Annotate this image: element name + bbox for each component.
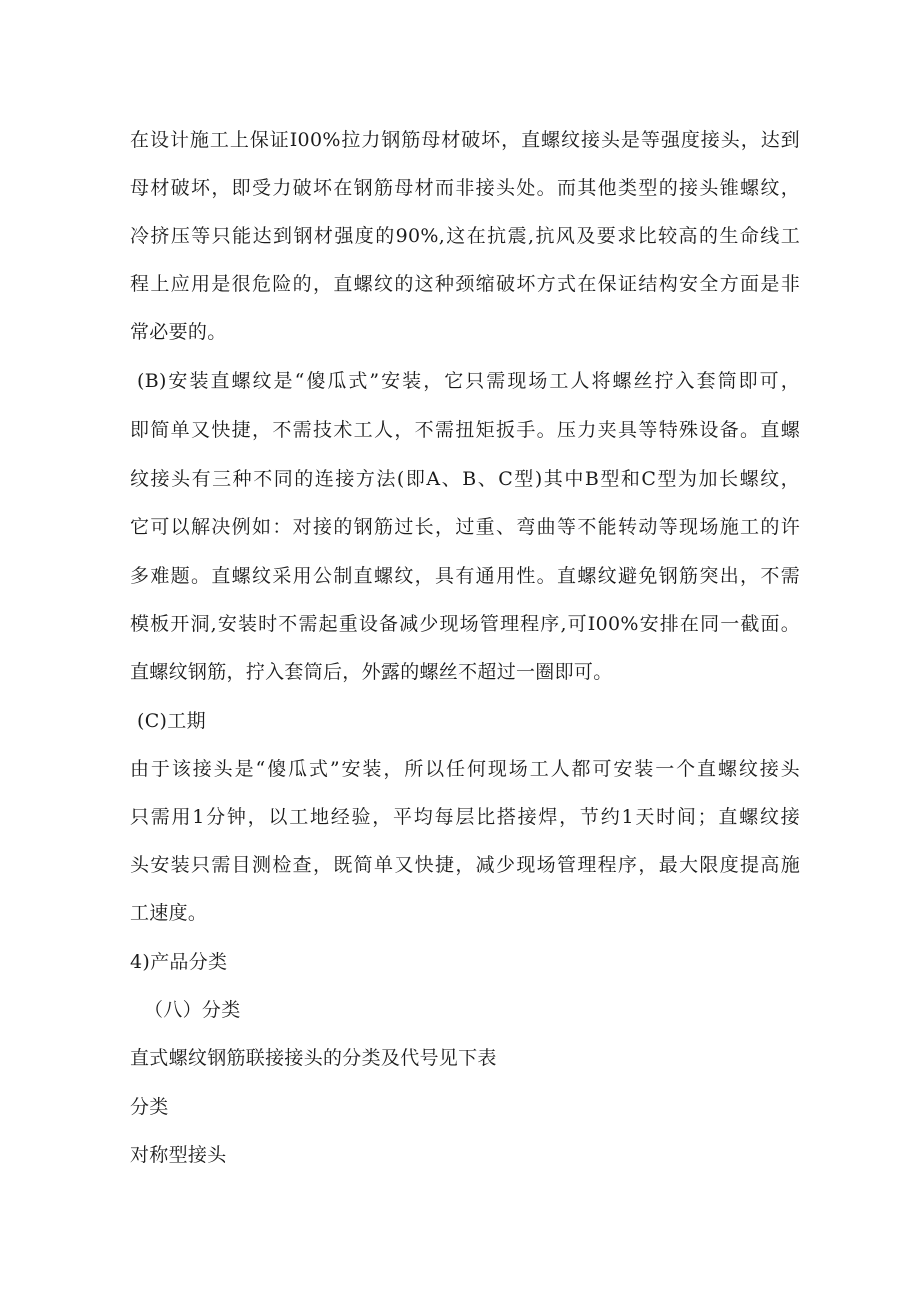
section-heading: (C)工期 bbox=[137, 710, 206, 732]
paragraph-line: 模板开洞,安装时不需起重设备减少现场管理程序,可I00%安排在同一截面。 bbox=[130, 613, 800, 635]
paragraph-line: 直螺纹钢筋，拧入套筒后，外露的螺丝不超过一圈即可。 bbox=[130, 661, 613, 683]
paragraph-line: 由于该接头是“傻瓜式”安装，所以任何现场工人都可安装一个直螺纹接头 bbox=[130, 758, 800, 780]
paragraph-line: 程上应用是很危险的，直螺纹的这种颈缩破坏方式在保证结构安全方面是非 bbox=[130, 273, 800, 295]
paragraph-line: 常必要的。 bbox=[130, 321, 227, 343]
paragraph-line: 只需用1分钟，以工地经验，平均每层比搭接焊，节约1天时间；直螺纹接 bbox=[130, 806, 800, 828]
paragraph-line: 冷挤压等只能达到钢材强度的90%,这在抗震,抗风及要求比较高的生命线工 bbox=[130, 225, 800, 247]
paragraph-line: 它可以解决例如：对接的钢筋过长，过重、弯曲等不能转动等现场施工的许 bbox=[130, 516, 800, 538]
paragraph-line: 工速度。 bbox=[130, 902, 208, 924]
paragraph-line: (B)安装直螺纹是“傻瓜式”安装，它只需现场工人将螺丝拧入套筒即可， bbox=[137, 370, 800, 392]
paragraph-line: 头安装只需目测检查，既简单又快捷，减少现场管理程序，最大限度提高施 bbox=[130, 854, 800, 876]
paragraph-line: 纹接头有三种不同的连接方法(即A、B、C型)其中B型和C型为加长螺纹， bbox=[130, 468, 800, 490]
table-label: 对称型接头 bbox=[130, 1144, 227, 1166]
paragraph-line: 即简单又快捷，不需技术工人，不需扭矩扳手。压力夹具等特殊设备。直螺 bbox=[130, 419, 800, 441]
paragraph-line: 多难题。直螺纹采用公制直螺纹，具有通用性。直螺纹避免钢筋突出，不需 bbox=[130, 565, 800, 587]
paragraph-line: 在设计施工上保证I00%拉力钢筋母材破坏，直螺纹接头是等强度接头，达到 bbox=[130, 129, 800, 151]
section-heading: （八）分类 bbox=[144, 999, 241, 1021]
paragraph-line: 母材破坏，即受力破坏在钢筋母材而非接头处。而其他类型的接头锥螺纹， bbox=[130, 177, 800, 199]
paragraph-line: 直式螺纹钢筋联接接头的分类及代号见下表 bbox=[130, 1047, 497, 1069]
table-label: 分类 bbox=[130, 1096, 169, 1118]
section-heading: 4)产品分类 bbox=[130, 951, 228, 973]
